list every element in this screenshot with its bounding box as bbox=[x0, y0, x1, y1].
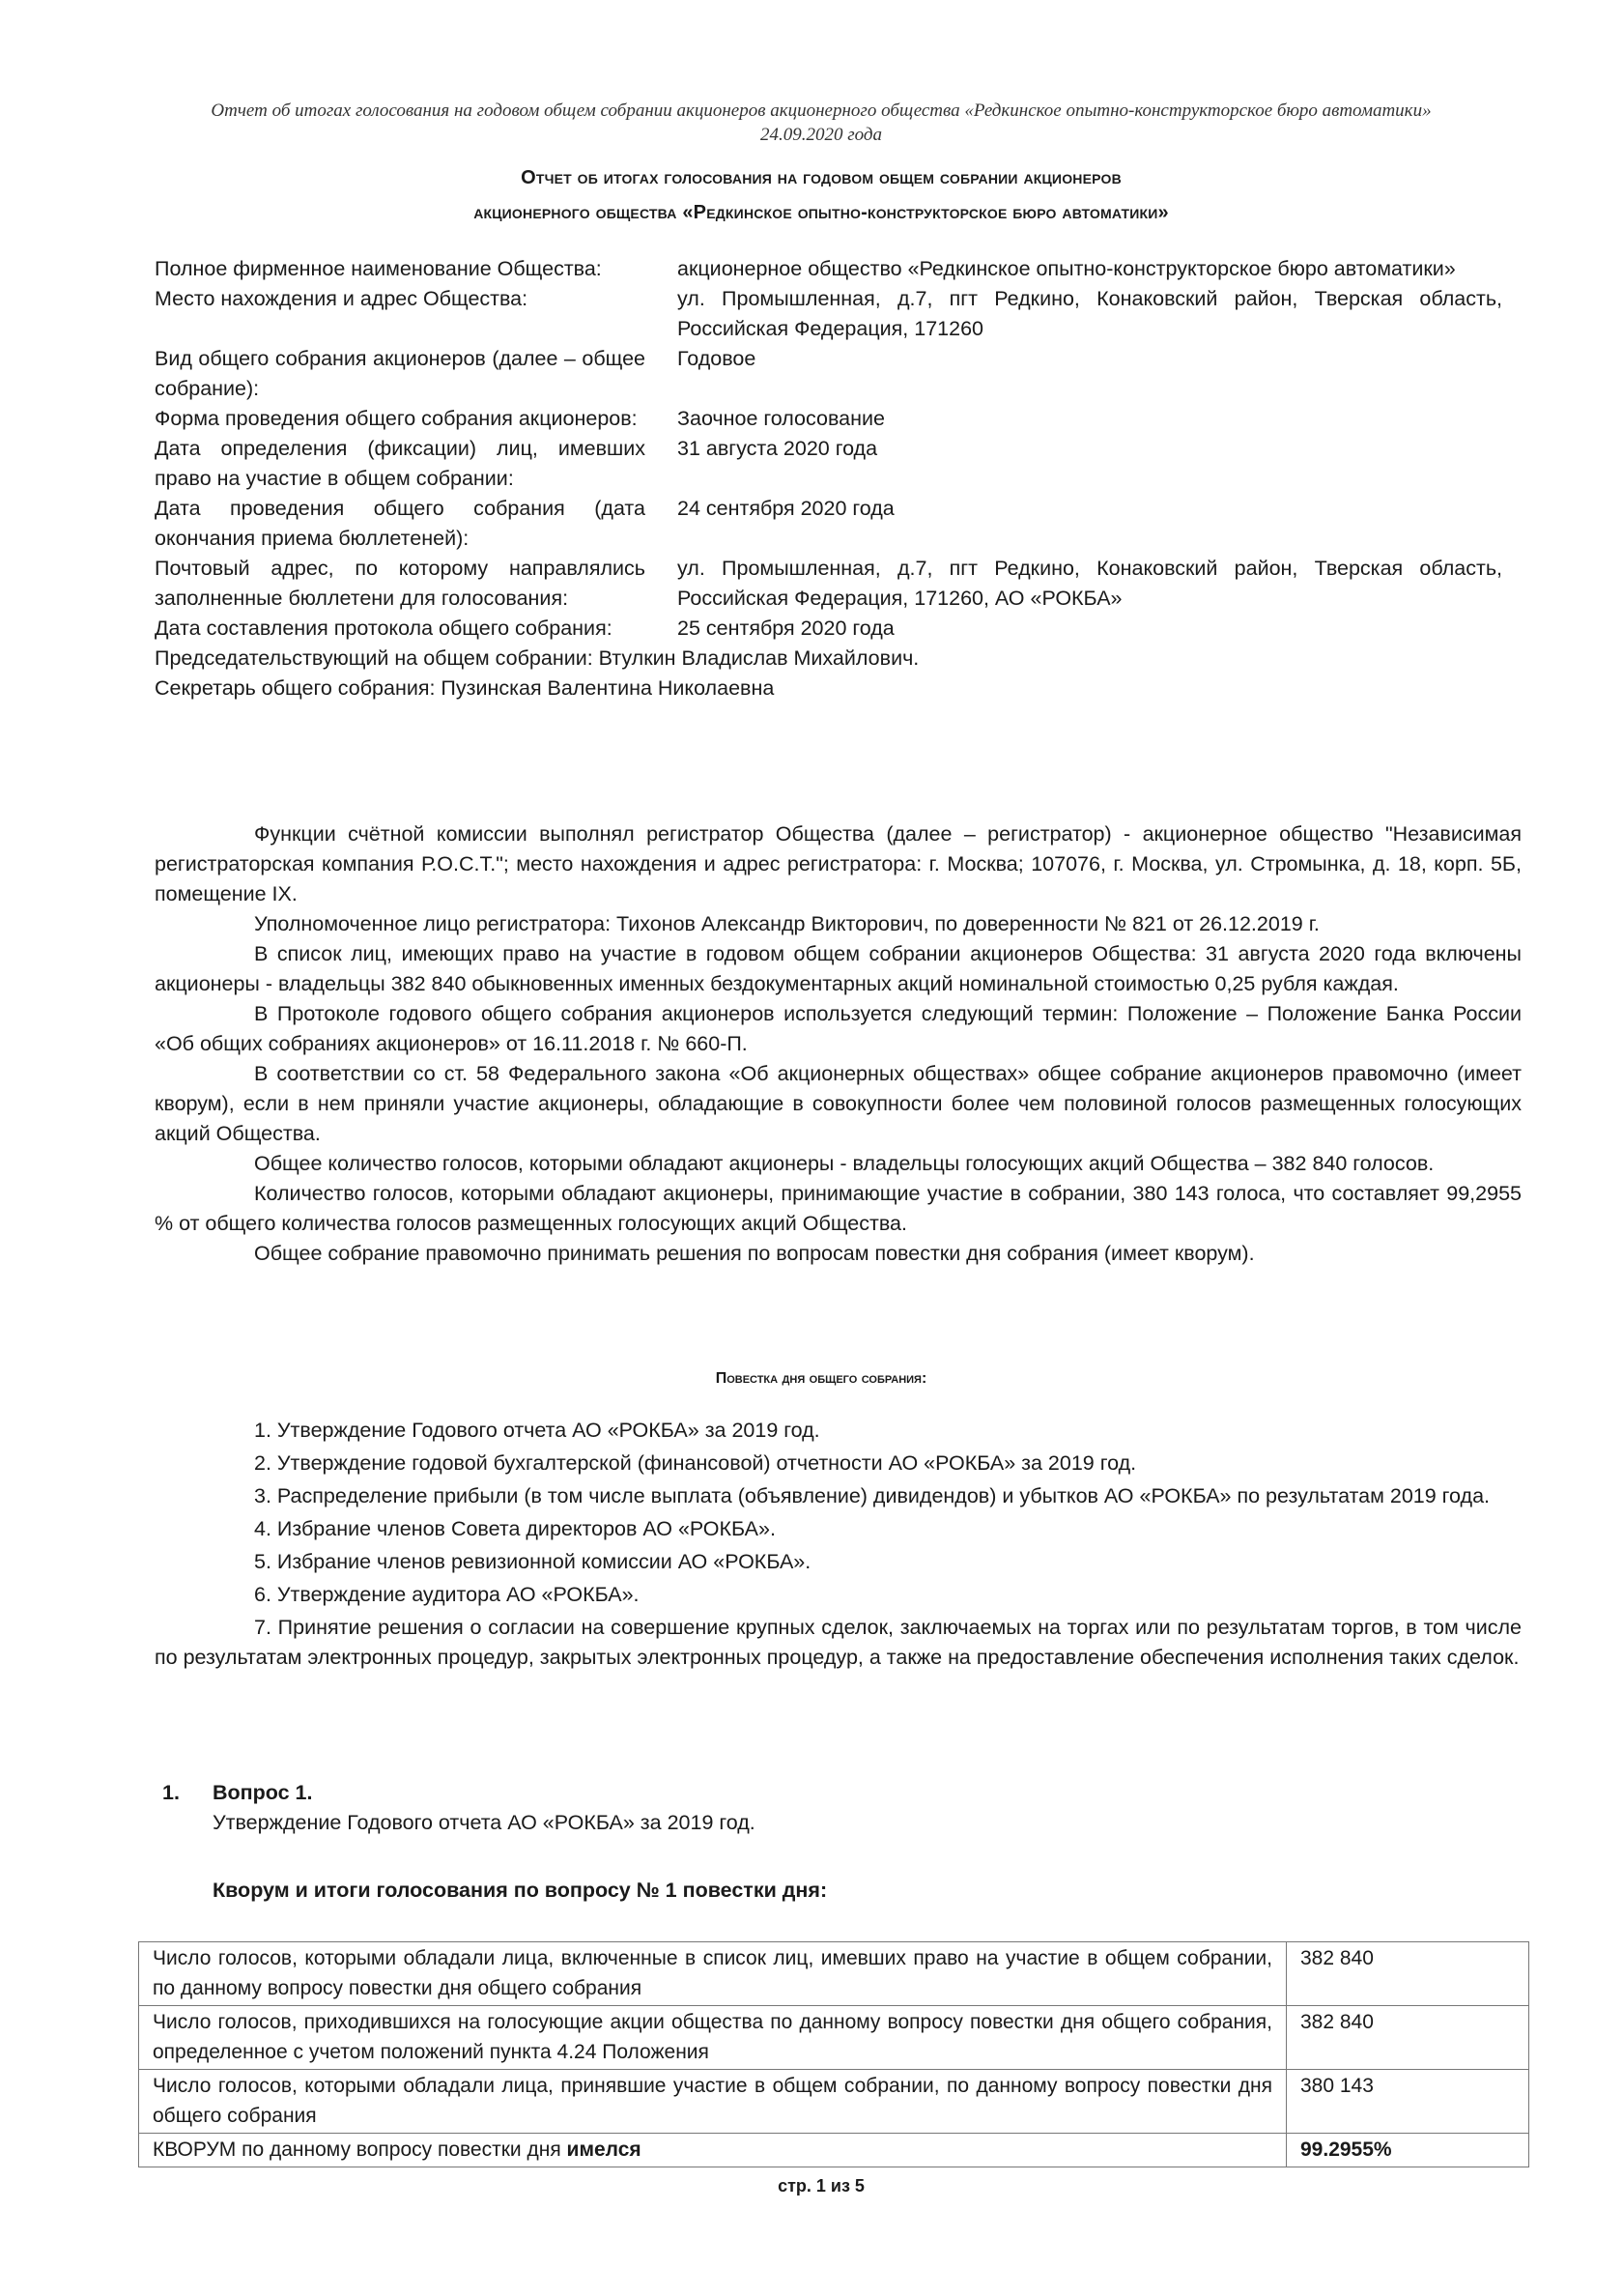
info-row bbox=[155, 434, 1502, 494]
results-title: Кворум и итоги голосования по вопросу № 1 повестки дня: bbox=[213, 1879, 828, 1902]
info-row bbox=[155, 554, 1502, 614]
paragraph: Уполномоченное лицо регистратора: Тихонов Александр Викторович, по доверенности № 821 от 26.12.2019 г. bbox=[254, 912, 1320, 935]
info-value: 31 августа 2020 года bbox=[677, 437, 878, 460]
info-label: Полное фирменное наименование Общества: bbox=[155, 257, 602, 280]
question-number: 1. bbox=[162, 1781, 180, 1804]
quorum-status: имелся bbox=[566, 2138, 641, 2161]
quorum-table bbox=[138, 1941, 1529, 2167]
quorum-row bbox=[139, 2134, 1529, 2167]
table-cell-label: Число голосов, которыми обладали лица, принявшие участие в общем собрании, по данному вопросу повестки дня общего собрания bbox=[139, 2070, 1287, 2134]
body-paragraphs bbox=[155, 819, 1522, 1269]
agenda-item: 3. Распределение прибыли (в том числе выплата (объявление) дивидендов) и убытков АО «РОКБА» по результатам 2019 года. bbox=[254, 1484, 1490, 1507]
table-row bbox=[139, 2070, 1529, 2134]
info-label: Форма проведения общего собрания акционеров: bbox=[155, 407, 638, 430]
secretary-line: Секретарь общего собрания: Пузинская Валентина Николаевна bbox=[155, 676, 775, 700]
question-title: Вопрос 1. bbox=[213, 1781, 313, 1804]
header-line-1: Отчет об итогах голосования на годовом общем собрании акционеров акционерного общества «Редкинское опытно-конструкторское бюро автоматики» bbox=[211, 100, 1432, 121]
info-value: Заочное голосование bbox=[677, 407, 885, 430]
quorum-label: КВОРУМ по данному вопросу повестки дня bbox=[153, 2138, 567, 2161]
quorum-value-cell bbox=[1287, 2134, 1529, 2167]
paragraph: Общее количество голосов, которыми обладают акционеры - владельцы голосующих акций Общества – 382 840 голосов. bbox=[254, 1152, 1435, 1175]
title-line-1: Отчет об итогах голосования на годовом общем собрании акционеров bbox=[521, 167, 1122, 188]
agenda-title: Повестка дня общего собрания: bbox=[715, 1370, 927, 1387]
table-row bbox=[139, 1942, 1529, 2006]
info-label: Место нахождения и адрес Общества: bbox=[155, 287, 528, 310]
info-label: Почтовый адрес, по которому направлялись заполненные бюллетени для голосования: bbox=[155, 557, 645, 610]
title-line-2: акционерного общества «Редкинское опытно-конструкторское бюро автоматики» bbox=[473, 202, 1169, 223]
agenda-item: 6. Утверждение аудитора АО «РОКБА». bbox=[254, 1583, 640, 1606]
header-line-2: 24.09.2020 года bbox=[759, 125, 883, 145]
info-label: Вид общего собрания акционеров (далее – общее собрание): bbox=[155, 347, 645, 400]
page-number: стр. 1 из 5 bbox=[778, 2176, 865, 2196]
info-row bbox=[155, 494, 1502, 554]
agenda-item: 2. Утверждение годовой бухгалтерской (финансовой) отчетности АО «РОКБА» за 2019 год. bbox=[254, 1451, 1137, 1475]
table-cell-label: Число голосов, которыми обладали лица, включенные в список лиц, имевших право на участие в общем собрании, по данному вопросу повестки дня общего собрания bbox=[139, 1942, 1287, 2006]
table-cell-value: 382 840 bbox=[1287, 1942, 1529, 2006]
table-cell-value: 382 840 bbox=[1287, 2006, 1529, 2070]
chairman-line: Председательствующий на общем собрании: Втулкин Владислав Михайлович. bbox=[155, 646, 920, 670]
agenda-list bbox=[155, 1416, 1522, 1676]
info-value: акционерное общество «Редкинское опытно-конструкторское бюро автоматики» bbox=[677, 257, 1456, 280]
info-label: Дата определения (фиксации) лиц, имевших право на участие в общем собрании: bbox=[155, 437, 645, 490]
info-value: ул. Промышленная, д.7, пгт Редкино, Конаковский район, Тверская область, Российская Федерация, 171260 bbox=[677, 287, 1502, 340]
info-row bbox=[155, 284, 1502, 344]
info-row bbox=[155, 254, 1502, 284]
paragraph: Количество голосов, которыми обладают акционеры, принимающие участие в собрании, 380 143 голоса, что составляет 99,2955 % от общего количества голосов размещенных голосующих акций Общества. bbox=[155, 1182, 1522, 1235]
info-row bbox=[155, 614, 1502, 644]
info-value: ул. Промышленная, д.7, пгт Редкино, Конаковский район, Тверская область, Российская Федерация, 171260, АО «РОКБА» bbox=[677, 557, 1502, 610]
paragraph: В список лиц, имеющих право на участие в годовом общем собрании акционеров Общества: 31 августа 2020 года включены акционеры - владельцы 382 840 обыкновенных именных бездокументарных акций номинальной стоимостью 0,25 рубля каждая. bbox=[155, 942, 1522, 995]
agenda-item: 4. Избрание членов Совета директоров АО «РОКБА». bbox=[254, 1517, 776, 1540]
info-value: Годовое bbox=[677, 347, 756, 370]
paragraph: Функции счётной комиссии выполнял регистратор Общества (далее – регистратор) - акционерное общество "Независимая регистраторская компания Р.О.С.Т."; место нахождения и адрес регистратора: г. Москва; 107076, г. Москва, ул. Стромынка, д. 18, корп. 5Б, помещение IX. bbox=[155, 822, 1522, 905]
quorum-label-cell bbox=[139, 2134, 1287, 2167]
document-title bbox=[145, 160, 1497, 230]
info-row bbox=[155, 404, 1502, 434]
info-label: Дата составления протокола общего собрания: bbox=[155, 617, 612, 640]
info-row bbox=[155, 344, 1502, 404]
info-value: 24 сентября 2020 года bbox=[677, 497, 895, 520]
agenda-item: 5. Избрание членов ревизионной комиссии АО «РОКБА». bbox=[254, 1550, 812, 1573]
info-value: 25 сентября 2020 года bbox=[677, 617, 895, 640]
agenda-item: 7. Принятие решения о согласии на совершение крупных сделок, заключаемых на торгах или по результатам торгов, в том числе по результатам электронных процедур, закрытых электронных процедур, а также на предоставление обеспечения исполнения таких сделок. bbox=[155, 1616, 1522, 1669]
running-header bbox=[145, 99, 1497, 147]
info-label: Дата проведения общего собрания (дата окончания приема бюллетеней): bbox=[155, 497, 645, 550]
paragraph: В Протоколе годового общего собрания акционеров используется следующий термин: Положение – Положение Банка России «Об общих собраниях акционеров» от 16.11.2018 г. № 660-П. bbox=[155, 1002, 1522, 1055]
quorum-value: 99.2955% bbox=[1300, 2138, 1392, 2161]
agenda-item: 1. Утверждение Годового отчета АО «РОКБА» за 2019 год. bbox=[254, 1419, 820, 1442]
table-cell-label: Число голосов, приходившихся на голосующие акции общества по данному вопросу повестки дня общего собрания, определенное с учетом положений пункта 4.24 Положения bbox=[139, 2006, 1287, 2070]
question-text: Утверждение Годового отчета АО «РОКБА» за 2019 год. bbox=[213, 1811, 755, 1834]
table-cell-value: 380 143 bbox=[1287, 2070, 1529, 2134]
paragraph: В соответствии со ст. 58 Федерального закона «Об акционерных обществах» общее собрание акционеров правомочно (имеет кворум), если в нем приняли участие акционеры, обладающие в совокупности более чем половиной голосов размещенных голосующих акций Общества. bbox=[155, 1062, 1522, 1145]
table-row bbox=[139, 2006, 1529, 2070]
meeting-info bbox=[155, 254, 1502, 703]
paragraph: Общее собрание правомочно принимать решения по вопросам повестки дня собрания (имеет кворум). bbox=[254, 1242, 1255, 1265]
